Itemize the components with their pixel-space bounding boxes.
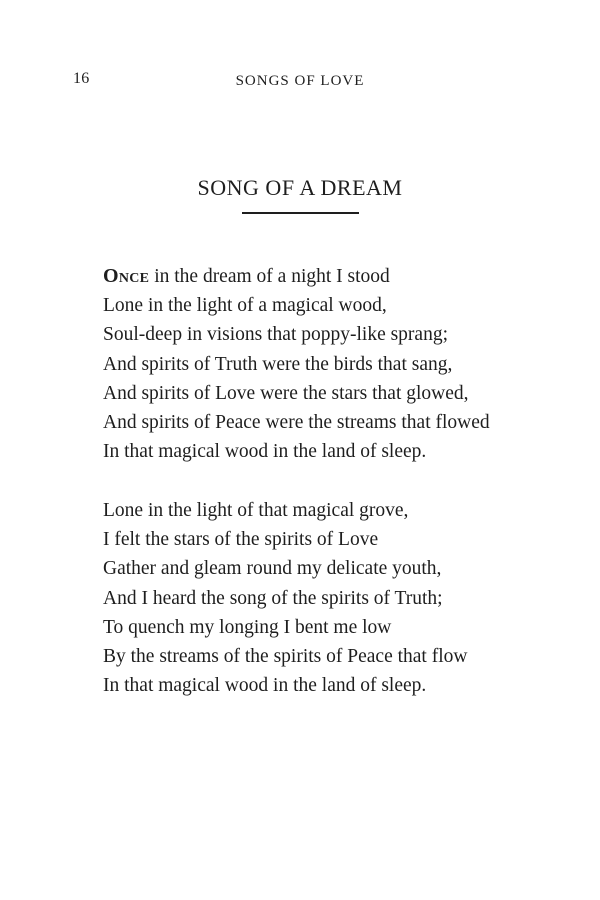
page-number: 16 bbox=[73, 70, 90, 87]
poem-line: Gather and gleam round my delicate youth, bbox=[103, 558, 442, 580]
poem-line: And spirits of Love were the stars that glowed, bbox=[103, 382, 469, 404]
poem-line: Lone in the light of a magical wood, bbox=[103, 295, 387, 317]
poem-line: I felt the stars of the spirits of Love bbox=[103, 529, 379, 551]
stanza-1 bbox=[103, 262, 573, 466]
poem-line: By the streams of the spirits of Peace that flow bbox=[103, 646, 468, 668]
running-head: SONGS OF LOVE bbox=[235, 73, 365, 89]
poem-line: To quench my longing I bent me low bbox=[103, 616, 392, 638]
stanza-2 bbox=[103, 496, 573, 700]
poem-line: And I heard the song of the spirits of Truth; bbox=[103, 587, 443, 609]
poem-line: Soul-deep in visions that poppy-like sprang; bbox=[103, 324, 449, 346]
poem-line: And spirits of Peace were the streams that flowed bbox=[103, 412, 490, 434]
poem-line: And spirits of Truth were the birds that sang, bbox=[103, 353, 453, 375]
poem-line: In that magical wood in the land of sleep. bbox=[103, 675, 427, 697]
title-underline bbox=[242, 212, 359, 214]
poem-line bbox=[103, 262, 573, 291]
poem-line: Lone in the light of that magical grove, bbox=[103, 500, 409, 521]
line-text: in the dream of a night I stood bbox=[149, 266, 390, 287]
poem-title: SONG OF A DREAM bbox=[197, 175, 403, 200]
poem-line: In that magical wood in the land of sleep. bbox=[103, 441, 427, 463]
lead-word: Once bbox=[103, 265, 150, 287]
